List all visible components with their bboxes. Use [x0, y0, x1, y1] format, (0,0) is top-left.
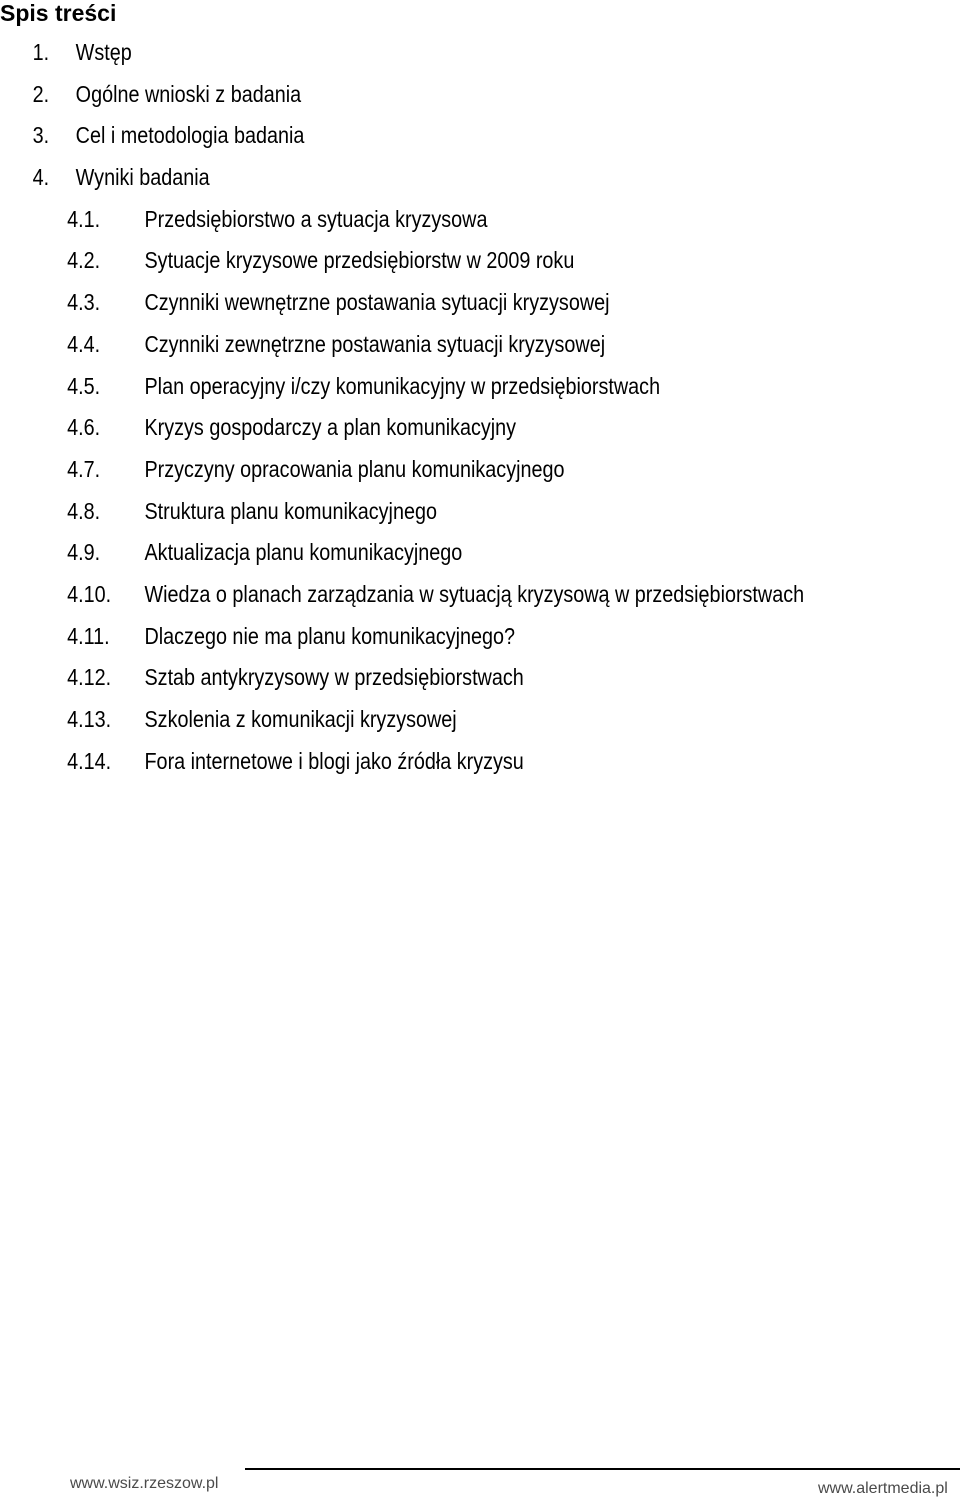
toc-entry-label: Ogólne wnioski z badania: [75, 80, 302, 107]
toc-entry-label: Wstęp: [75, 39, 132, 65]
toc-entry-number: 4.4.: [67, 330, 101, 357]
toc-entry: [0, 745, 826, 787]
toc-entry: [0, 328, 826, 370]
toc-entry: [0, 453, 826, 495]
toc-entry-label: Fora internetowe i blogi jako źródła kryzysu: [144, 747, 524, 774]
toc-entry: [0, 536, 826, 578]
table-of-contents: [0, 36, 960, 786]
toc-entry-label: Aktualizacja planu komunikacyjnego: [144, 539, 463, 566]
toc-entry-label: Cel i metodologia badania: [75, 122, 305, 149]
toc-entry-number: 3.: [32, 122, 50, 149]
toc-entry-label: Plan operacyjny i/czy komunikacyjny w przedsiębiorstwach: [144, 372, 661, 399]
footer-divider: [245, 1468, 960, 1470]
toc-entry-number: 4.3.: [67, 289, 101, 316]
toc-entry-number: 2.: [32, 80, 50, 107]
toc-entry: [0, 661, 826, 703]
toc-entry: [0, 203, 826, 245]
toc-entry: [0, 286, 826, 328]
toc-entry-number: 4.1.: [67, 205, 101, 232]
toc-entry-label: Dlaczego nie ma planu komunikacyjnego?: [144, 622, 516, 649]
toc-entry-number: 4.7.: [67, 455, 101, 482]
toc-entry-label: Sytuacje kryzysowe przedsiębiorstw w 2009 roku: [144, 247, 575, 274]
footer-right-url: www.alertmedia.pl: [818, 1480, 948, 1497]
toc-entry-label: Przyczyny opracowania planu komunikacyjnego: [144, 455, 565, 482]
toc-entry: [0, 578, 826, 620]
toc-entry-label: Czynniki wewnętrzne postawania sytuacji kryzysowej: [144, 289, 610, 316]
toc-entry-number: 4.8.: [67, 497, 101, 524]
page-title: Spis treści: [0, 0, 117, 26]
toc-entry-number: 4.12.: [67, 664, 112, 691]
toc-entry: [0, 36, 826, 78]
toc-entry-number: 1.: [32, 39, 50, 65]
toc-entry-label: Wiedza o planach zarządzania w sytuacją kryzysową w przedsiębiorstwach: [144, 580, 805, 607]
toc-entry: [0, 411, 826, 453]
toc-entry-label: Przedsiębiorstwo a sytuacja kryzysowa: [144, 205, 488, 232]
toc-entry-number: 4.6.: [67, 414, 101, 441]
toc-entry-label: Szkolenia z komunikacji kryzysowej: [144, 706, 457, 732]
toc-entry: [0, 161, 826, 203]
toc-entry-number: 4.: [32, 164, 50, 191]
toc-entry-number: 4.14.: [67, 747, 112, 774]
toc-entry-label: Czynniki zewnętrzne postawania sytuacji kryzysowej: [144, 330, 606, 357]
toc-entry: [0, 370, 826, 412]
toc-entry-label: Sztab antykryzysowy w przedsiębiorstwach: [144, 664, 524, 691]
toc-entry-number: 4.9.: [67, 539, 101, 566]
footer-left-url: www.wsiz.rzeszow.pl: [70, 1475, 219, 1492]
toc-entry-number: 4.11.: [67, 622, 110, 649]
toc-entry-label: Kryzys gospodarczy a plan komunikacyjny: [144, 414, 517, 441]
toc-entry-label: Wyniki badania: [75, 164, 210, 191]
toc-entry-number: 4.10.: [67, 580, 112, 607]
toc-entry-number: 4.13.: [67, 706, 112, 732]
toc-entry: [0, 495, 826, 537]
toc-entry: [0, 620, 826, 662]
toc-entry: [0, 78, 826, 120]
toc-entry: [0, 244, 826, 286]
toc-entry-number: 4.5.: [67, 372, 101, 399]
toc-entry-label: Struktura planu komunikacyjnego: [144, 497, 437, 524]
toc-entry: [0, 703, 826, 745]
toc-entry-number: 4.2.: [67, 247, 101, 274]
toc-entry: [0, 119, 826, 161]
